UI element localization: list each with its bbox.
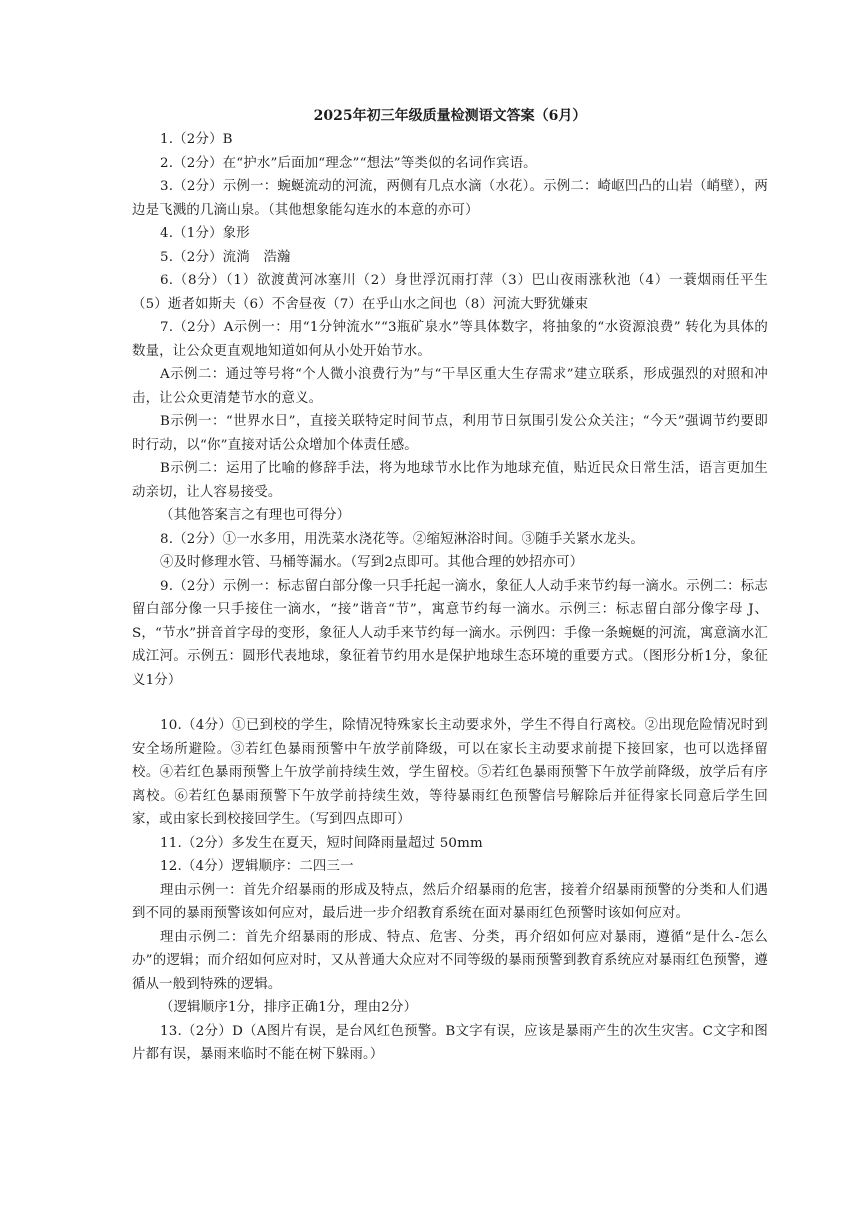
answer-6: 6.（8分）（1）欲渡黄河冰塞川（2）身世浮沉雨打萍（3）巴山夜雨涨秋池（4）一蓑烟雨任平生（5）逝者如斯夫（6）不舍昼夜（7）在乎山水之间也（8）河流大野犹嫌束 — [132, 273, 768, 312]
answer-5: 5.（2分）流淌 浩瀚 — [160, 249, 291, 265]
answer-9: 9.（2分）示例一：标志留白部分像一只手托起一滴水，象征人人动手来节约每一滴水。示例二：标志留白部分像一只手接住一滴水，“接”谐音“节”，寓意节约每一滴水。示例三：标志留白部分像字母 J、S，“节水”拼音首字母的变形，象征人人动手来节约每一滴水。示例四：手像一条蜿蜒的河流，寓意滴水汇成江河。示例五：圆形代表地球，象征着节约用水是保护地球生态环境的重要方式。（图形分析1分，象征义1分） — [132, 578, 768, 688]
paragraph-gap — [132, 692, 768, 714]
answer-7-a1: 7.（2分）A示例一：用“1分钟流水”“3瓶矿泉水”等具体数字，将抽象的“水资源浪费” 转化为具体的数量，让公众更直观地知道如何从小处开始节水。 — [132, 320, 768, 359]
document-title: 2025年初三年级质量检测语文答案（6月） — [313, 108, 587, 124]
answer-10: 10.（4分）①已到校的学生，除情况特殊家长主动要求外，学生不得自行离校。②出现危险情况时到安全场所避险。③若红色暴雨预警中午放学前降级，可以在家长主动要求前提下接回家，也可以选择留校。④若红色暴雨预警上午放学前持续生效，学生留校。⑤若红色暴雨预警下午放学前降级，放学后有序离校。⑥若红色暴雨预警下午放学前持续生效，等待暴雨红色预警信号解除后并征得家长同意后学生回家，或由家长到校接回学生。（写到四点即可） — [132, 718, 768, 827]
answer-7-b2: B示例二：运用了比喻的修辞手法，将为地球节水比作为地球充值，贴近民众日常生活，语言更加生动亲切，让人容易接受。 — [132, 461, 768, 500]
answer-12: 12.（4分）逻辑顺序：二四三一 — [160, 859, 354, 874]
answer-12-note: （逻辑顺序1分，排序正确1分，理由2分） — [160, 1000, 418, 1015]
answer-1: 1.（2分）B — [160, 132, 233, 147]
answer-7-note: （其他答案言之有理也可得分） — [160, 508, 351, 523]
answer-12-reason-1: 理由示例一：首先介绍暴雨的形成及特点，然后介绍暴雨的危害，接着介绍暴雨预警的分类和人们遇到不同的暴雨预警该如何应对，最后进一步介绍教育系统在面对暴雨红色预警时该如何应对。 — [132, 882, 768, 921]
answer-sheet-page — [132, 104, 768, 1067]
answer-8: 8.（2分）①一水多用，用洗菜水浇花等。②缩短淋浴时间。③随手关紧水龙头。 — [160, 531, 644, 547]
answer-8-cont: ④及时修理水管、马桶等漏水。（写到2点即可。其他合理的妙招亦可） — [160, 555, 584, 570]
answer-7-a2: A示例二：通过等号将“个人微小浪费行为”与“干旱区重大生存需求”建立联系，形成强烈的对照和冲击，让公众更清楚节水的意义。 — [132, 367, 768, 406]
answer-3: 3.（2分）示例一：蜿蜒流动的河流，两侧有几点水滴（水花）。示例二：崎岖凹凸的山岩（峭壁），两边是飞溅的几滴山泉。（其他想象能勾连水的本意的亦可） — [132, 179, 768, 218]
answer-4: 4.（1分）象形 — [160, 226, 250, 241]
answer-11: 11.（2分）多发生在夏天，短时间降雨量超过 50mm — [160, 835, 483, 851]
answer-12-reason-2: 理由示例二：首先介绍暴雨的形成、特点、危害、分类，再介绍如何应对暴雨，遵循“是什么-怎么办”的逻辑；而介绍如何应对时，又从普通大众应对不同等级的暴雨预警到教育系统应对暴雨红色预警，遵循从一般到特殊的逻辑。 — [132, 929, 768, 992]
answer-7-b1: B示例一：“世界水日”，直接关联特定时间节点，利用节日氛围引发公众关注；“今天”强调节约要即时行动，以“你”直接对话公众增加个体责任感。 — [132, 414, 768, 453]
answer-2: 2.（2分）在“护水”后面加“理念”“想法”等类似的名词作宾语。 — [160, 155, 537, 171]
answer-13: 13.（2分）D（A图片有误，是台风红色预警。B文字有误，应该是暴雨产生的次生灾害。C文字和图片都有误，暴雨来临时不能在树下躲雨。） — [132, 1023, 768, 1062]
